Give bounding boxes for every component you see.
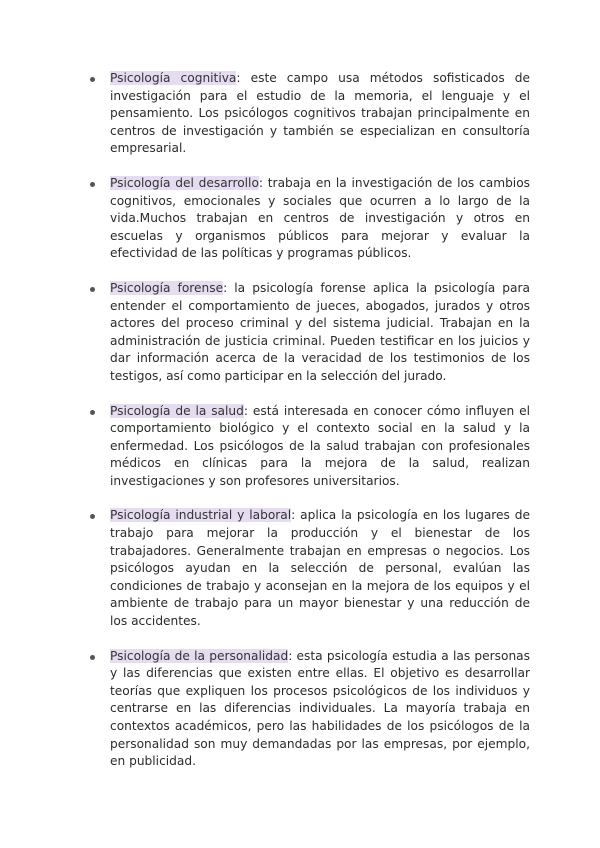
item-description: : la psicología forense aplica la psicología para entender el comportamiento de jueces, abogados, jurados y otros actores del proceso criminal y del sistema judicial. Trabajan en la administración de justicia criminal. Pueden testificar en los juicios y dar información acerca de la veracidad de los testimonios de los testigos, así como participar en la selección del jurado. xyxy=(110,280,530,383)
item-description: : trabaja en la investigación de los cambios cognitivos, emocionales y sociales que ocurren a lo largo de la vida.Muchos trabajan en centros de investigación y otros en escuelas y organismos públicos para mejorar y evaluar la efectividad de las políticas y programas públicos. xyxy=(110,175,530,261)
highlighted-term: Psicología del desarrollo xyxy=(110,175,259,190)
item-description: : este campo usa métodos sofisticados de investigación para el estudio de la memoria, el lenguaje y el pensamiento. Los psicólogos cognitivos trabajan principalmente en centros de investigación y también se especializan en consultoría empresarial. xyxy=(110,71,531,156)
highlighted-term: Psicología de la salud xyxy=(110,403,244,418)
list-item-salud xyxy=(90,403,530,491)
highlighted-term: Psicología de la personalidad xyxy=(110,648,289,663)
list-item-cognitiva xyxy=(90,70,530,158)
highlighted-term: Psicología cognitiva xyxy=(110,71,237,85)
item-description: : aplica la psicología en los lugares de trabajo para mejorar la producción y el bienestar de los trabajadores. Generalmente trabajan en empresas o negocios. Los psicólogos ayudan en la selección de personal, evalúan las condiciones de trabajo y aconsejan en la mejora de los equipos y el ambiente de trabajo para un mayor bienestar y una reducción de los accidentes. xyxy=(110,508,530,629)
item-description: : está interesada en conocer cómo influyen el comportamiento biológico y el contexto social en la salud y la enfermedad. Los psicólogos de la salud trabajan con profesionales médicos en clínicas para la mejora de la salud, realizan investigaciones y son profesores universitarios. xyxy=(110,403,530,488)
list-item-personalidad xyxy=(90,648,530,771)
highlighted-term: Psicología industrial y laboral xyxy=(110,508,292,523)
highlighted-term: Psicología forense xyxy=(110,280,224,295)
list-item-desarrollo xyxy=(90,175,530,263)
item-description: : esta psicología estudia a las personas y las diferencias que existen entre ellas. El objetivo es desarrollar teorías que expliquen los procesos psicológicos de los individuos y centrarse en las diferencias individuales. La mayoría trabaja en contextos académicos, pero las habilidades de los psicólogos de la personalidad son muy demandadas por las empresas, por ejemplo, en publicidad. xyxy=(110,648,530,769)
list-item-forense xyxy=(90,280,530,386)
list-item-industrial-laboral xyxy=(90,507,530,630)
psychology-branches-list xyxy=(90,70,530,788)
